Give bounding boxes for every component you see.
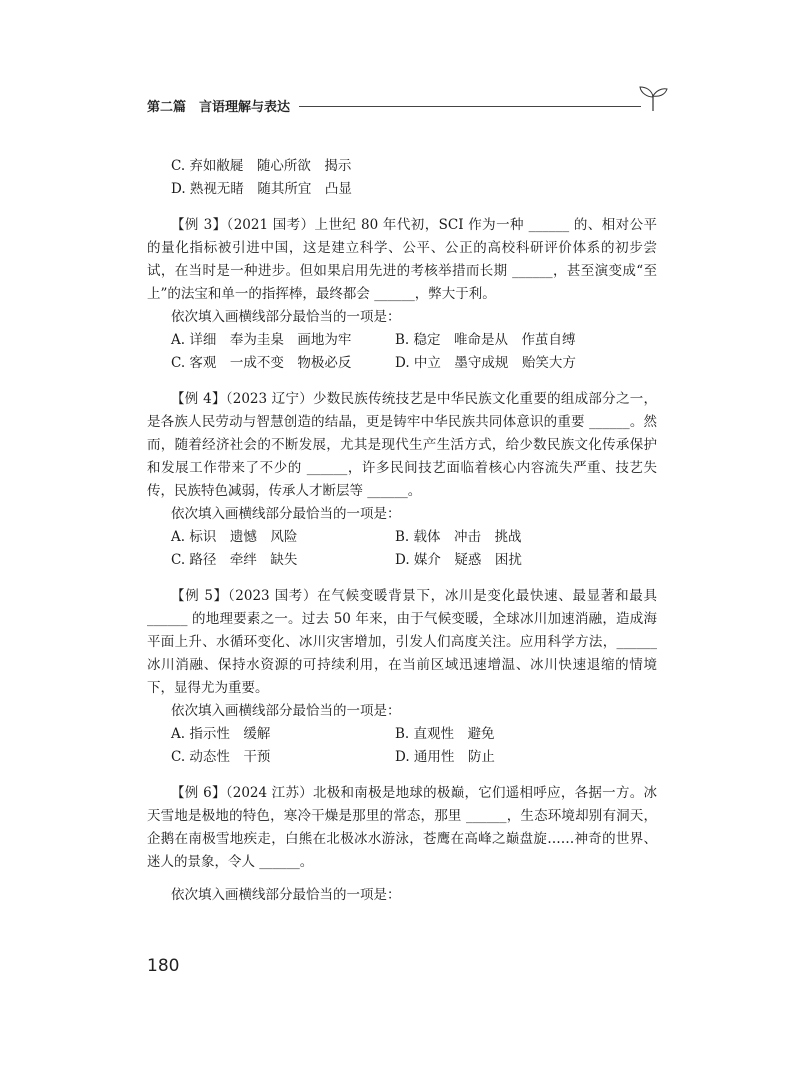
- example-tag: 【例 6】: [171, 785, 226, 801]
- example-5: [147, 585, 657, 769]
- option-b: B. 载体 冲击 挑战: [395, 529, 522, 545]
- sprout-icon: [637, 84, 669, 112]
- example-tag: 【例 3】: [171, 217, 227, 233]
- example-6: [147, 782, 657, 907]
- example-text: 少数民族传统技艺是中华民族文化重要的组成部分之一，是各族人民劳动与智慧创造的结晶，更是铸牢中华民族共同体意识的重要 ______。然而，随着经济社会的不断发展，尤其是现代生产生活方式，给少数民族文化传承保护和发展工作带来了不少的 ______，许多民间技艺面临着核心内容流失严重、技艺失传，民族特色减弱，传承人才断层等 ______。: [147, 391, 657, 499]
- example-3: [147, 214, 657, 375]
- example-source: （2024 江苏）: [225, 785, 313, 801]
- page-content: [147, 155, 657, 907]
- question-prompt: 依次填入画横线部分最恰当的一项是：: [171, 887, 401, 903]
- option-c: C. 动态性 干预: [171, 749, 271, 765]
- example-text: 上世纪 80 年代初，SCI 作为一种 ______ 的、相对公平的量化指标被引进中国，这是建立科学、公平、公正的高校科研评价体系的初步尝试，在当时是一种进步。但如果启用先进的考核举措而长期 ______，甚至演变成“至上”的法宝和单一的指挥棒，最终都会 ______，弊大于利。: [147, 217, 658, 302]
- header-rule: [299, 106, 641, 107]
- example-6-stem: [147, 782, 657, 874]
- option-c-prev: C. 弃如敝屣 随心所欲 揭示: [171, 158, 352, 174]
- example-source: （2023 国考）: [227, 588, 318, 604]
- option-d: D. 媒介 疑惑 困扰: [395, 552, 522, 568]
- option-c: C. 客观 一成不变 物极必反: [171, 355, 352, 371]
- example-4-stem: [147, 388, 657, 503]
- example-5-stem: [147, 585, 657, 700]
- option-d: D. 通用性 防止: [395, 749, 495, 765]
- option-a: A. 标识 遗憾 风险: [171, 529, 298, 545]
- option-a: A. 详细 奉为圭臬 画地为牢: [171, 332, 352, 348]
- example-source: （2021 国考）: [226, 217, 315, 233]
- options-grid: [171, 526, 657, 572]
- options-grid: [171, 723, 657, 769]
- page-number: 180: [147, 956, 180, 976]
- option-a: A. 指示性 缓解: [171, 726, 271, 742]
- section-title: 第二篇 言语理解与表达: [147, 100, 291, 115]
- example-source: （2023 辽宁）: [225, 391, 313, 407]
- question-prompt: 依次填入画横线部分最恰当的一项是：: [171, 703, 401, 719]
- option-c: C. 路径 牵绊 缺失: [171, 552, 298, 568]
- question-prompt: 依次填入画横线部分最恰当的一项是：: [171, 309, 401, 325]
- example-tag: 【例 4】: [171, 391, 226, 407]
- example-tag: 【例 5】: [171, 588, 228, 604]
- example-text: 在气候变暖背景下，冰川是变化最快速、最显著和最具 ______ 的地理要素之一。过去 50 年来，由于气候变暖，全球冰川加速消融，造成海平面上升、水循环变化、冰川灾害增加，引发人们高度关注。应用科学方法，______ 冰川消融、保持水资源的可持续利用，在当前区域迅速增温、冰川快速退缩的情境下，显得尤为重要。: [147, 588, 657, 696]
- question-prompt: 依次填入画横线部分最恰当的一项是：: [171, 506, 401, 522]
- example-3-stem: [147, 214, 657, 306]
- option-b: B. 稳定 唯命是从 作茧自缚: [395, 332, 576, 348]
- example-text: 北极和南极是地球的极巅，它们遥相呼应，各据一方。冰天雪地是极地的特色，寒冷干燥是那里的常态，那里 ______，生态环境却别有洞天，企鹅在南极雪地疾走，白熊在北极冰水游泳，苍鹰在高峰之巅盘旋……神奇的世界、迷人的景象，令人 ______。: [147, 785, 657, 870]
- option-d: D. 中立 墨守成规 贻笑大方: [395, 355, 576, 371]
- option-b: B. 直观性 避免: [395, 726, 495, 742]
- page-header: [147, 96, 667, 116]
- option-d-prev: D. 熟视无睹 随其所宜 凸显: [171, 181, 352, 197]
- options-grid: [171, 329, 657, 375]
- example-4: [147, 388, 657, 572]
